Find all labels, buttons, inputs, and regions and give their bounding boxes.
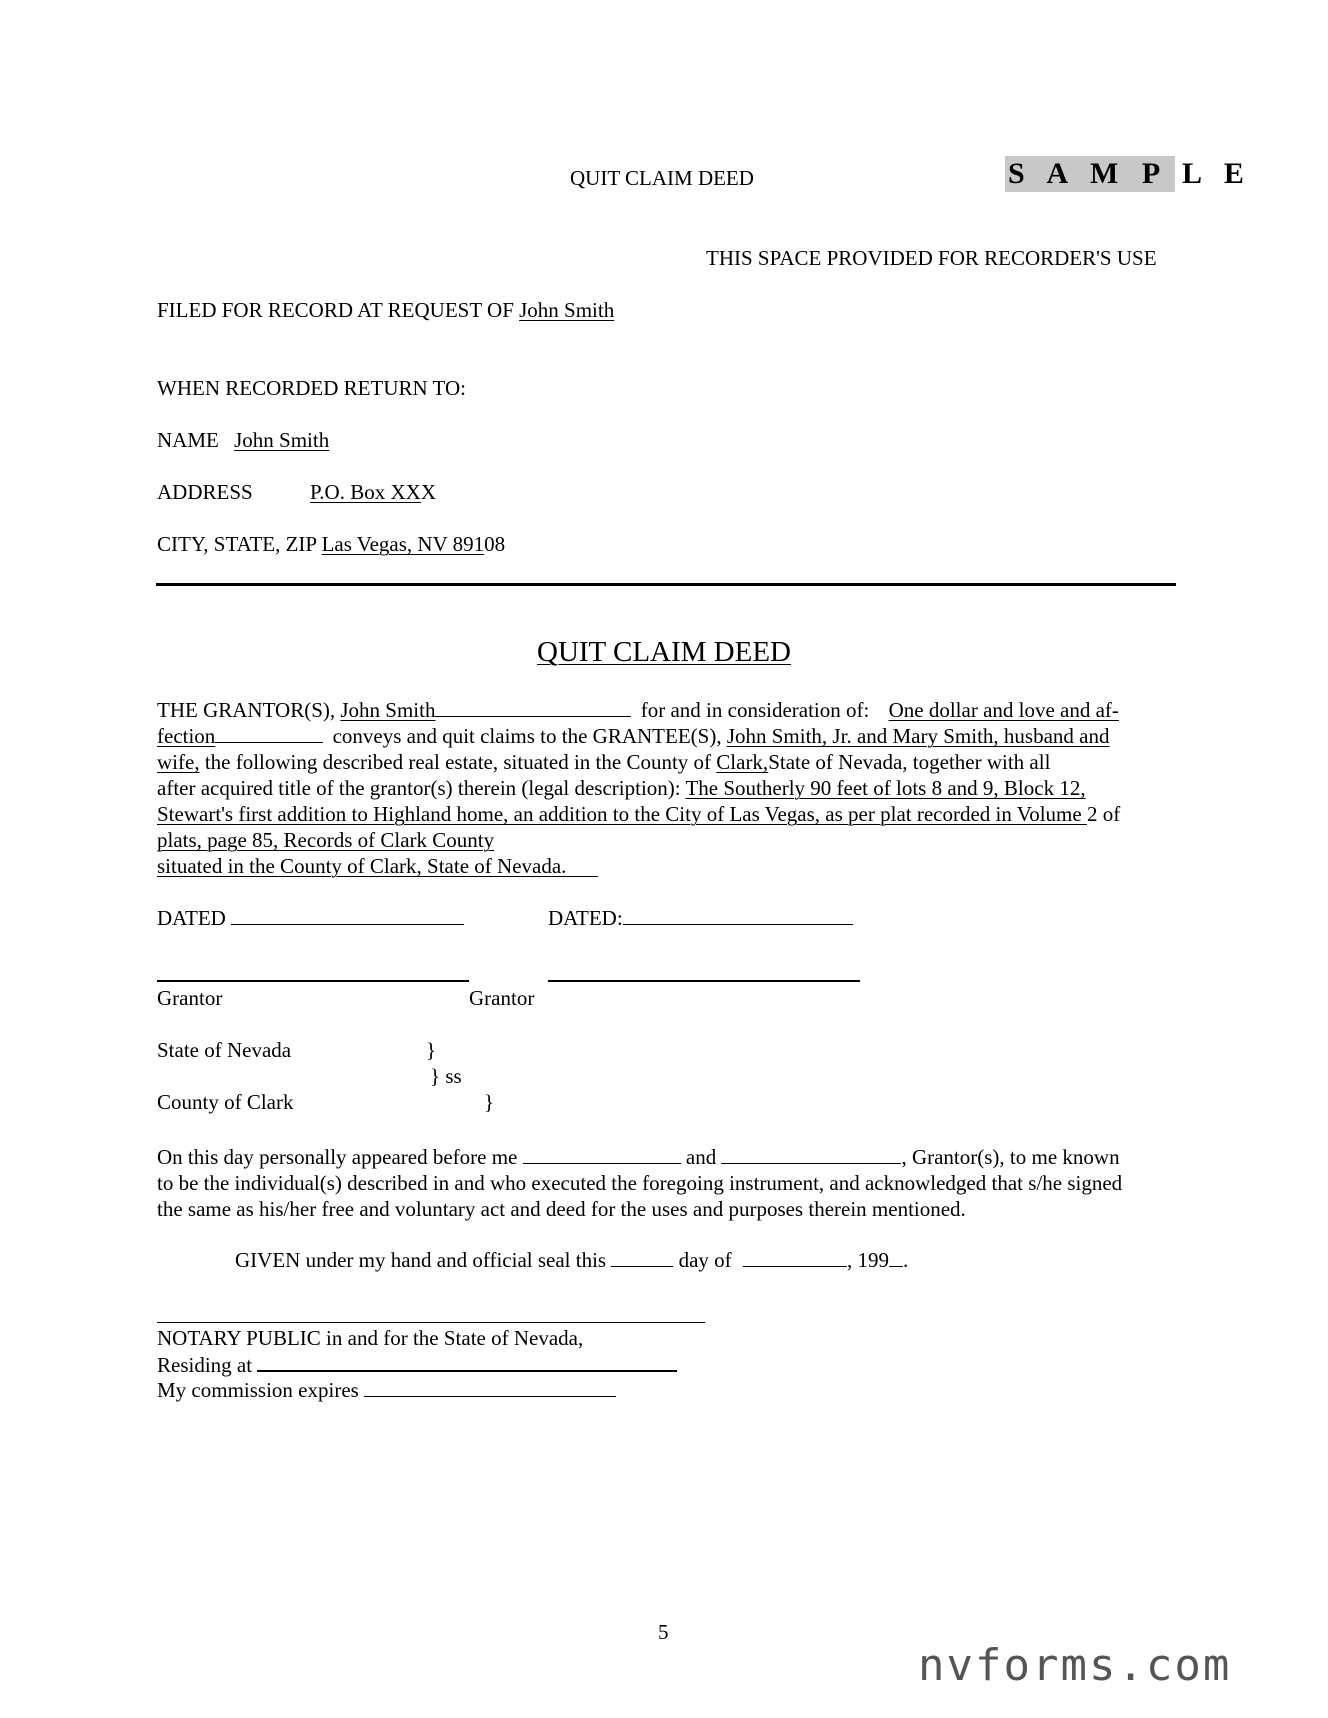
- filed-for-record: [157, 300, 614, 321]
- notary-commission: My commission expires: [157, 1380, 616, 1401]
- grantor-label-right: Grantor: [469, 986, 535, 1010]
- deed-line-6: plats, page 85, Records of Clark County: [157, 828, 495, 852]
- address-value: P.O. Box XX: [309, 480, 421, 504]
- deed-body: [157, 697, 1120, 879]
- consideration: One dollar and love and af-: [888, 698, 1119, 722]
- filed-value: John Smith: [519, 298, 615, 322]
- filed-label: FILED FOR RECORD AT REQUEST OF: [157, 298, 514, 322]
- ack-blank-1[interactable]: [523, 1147, 681, 1164]
- city-label: CITY, STATE, ZIP: [157, 532, 317, 556]
- deed-line-3: wife, the following described real estate, situated in the County of Clark,State of Nevada, together with all: [157, 750, 1051, 774]
- legal-description: The Southerly 90 feet of lots 8 and 9, Block 12,: [685, 776, 1086, 800]
- venue-brace-2: }: [484, 1090, 495, 1114]
- name-value: John Smith: [234, 428, 330, 452]
- commission-blank[interactable]: [364, 1380, 616, 1397]
- notary-residing: Residing at: [157, 1354, 677, 1376]
- notary-title: NOTARY PUBLIC in and for the State of Nevada,: [157, 1326, 584, 1350]
- header-divider: [156, 583, 1176, 586]
- city-line: [157, 534, 505, 555]
- acknowledgment: [157, 1144, 1122, 1222]
- grantee-names: John Smith, Jr. and Mary Smith, husband and: [726, 724, 1110, 748]
- dated-right: DATED:: [548, 908, 853, 929]
- deed-heading: QUIT CLAIM DEED: [537, 636, 791, 668]
- grantor-signature-line-left[interactable]: [157, 980, 469, 982]
- deed-line-1: THE GRANTOR(S), John Smith for and in consideration of: One dollar and love and af-: [157, 698, 1119, 722]
- venue-state: State of Nevada: [157, 1038, 292, 1062]
- return-to-label: WHEN RECORDED RETURN TO:: [157, 376, 466, 400]
- deed-line-5: Stewart's first addition to Highland home, an addition to the City of Las Vegas, as per plat recorded in Volume 2 of: [157, 802, 1121, 826]
- page-number: 5: [658, 1620, 669, 1644]
- recorder-space-note: THIS SPACE PROVIDED FOR RECORDER'S USE: [706, 246, 1157, 270]
- given-line: GIVEN under my hand and official seal this day of , 199 .: [235, 1248, 909, 1272]
- given-year-blank[interactable]: [889, 1250, 903, 1267]
- city-value: Las Vegas, NV 891: [321, 532, 485, 556]
- ack-line-1: On this day personally appeared before me and , Grantor(s), to me known: [157, 1145, 1120, 1169]
- county-value: Clark,: [716, 750, 769, 774]
- given-month-blank[interactable]: [743, 1250, 847, 1267]
- grantor-label-left: Grantor: [157, 986, 223, 1010]
- ack-line-3: the same as his/her free and voluntary act and deed for the uses and purposes therein mentioned.: [157, 1197, 966, 1221]
- ack-line-2: to be the individual(s) described in and who executed the foregoing instrument, and acknowledged that s/he signed: [157, 1171, 1123, 1195]
- name-label: NAME: [157, 428, 219, 452]
- venue-brace-1: }: [426, 1038, 437, 1062]
- city-value-tail: 08: [484, 532, 506, 556]
- sample-badge: S A M P L E: [1005, 156, 1175, 192]
- deed-line-2: fection conveys and quit claims to the GRANTEE(S), John Smith, Jr. and Mary Smith, husband and: [157, 724, 1110, 748]
- address-value-tail: X: [420, 480, 436, 504]
- dated-left-blank[interactable]: [231, 908, 464, 925]
- address-line: [157, 482, 436, 503]
- given-day-blank[interactable]: [611, 1250, 673, 1267]
- address-label: ADDRESS: [157, 480, 253, 504]
- venue-county: County of Clark: [157, 1090, 294, 1114]
- dated-left: DATED: [157, 908, 464, 929]
- header-title: QUIT CLAIM DEED: [570, 166, 754, 190]
- notary-signature-line[interactable]: [157, 1322, 705, 1323]
- grantor-signature-line-right[interactable]: [548, 980, 860, 982]
- dated-right-blank[interactable]: [623, 908, 853, 925]
- venue-ss: } ss: [430, 1064, 462, 1088]
- residing-blank[interactable]: [257, 1354, 677, 1372]
- ack-blank-2[interactable]: [721, 1147, 901, 1164]
- site-watermark: nvforms.com: [918, 1640, 1232, 1691]
- deed-line-7: situated in the County of Clark, State of Nevada.: [157, 854, 567, 878]
- grantor-name: John Smith: [340, 698, 436, 722]
- name-line: [157, 430, 329, 451]
- deed-line-4: after acquired title of the grantor(s) therein (legal description): The Southerly 90 feet of lots 8 and 9, Block 12,: [157, 776, 1086, 800]
